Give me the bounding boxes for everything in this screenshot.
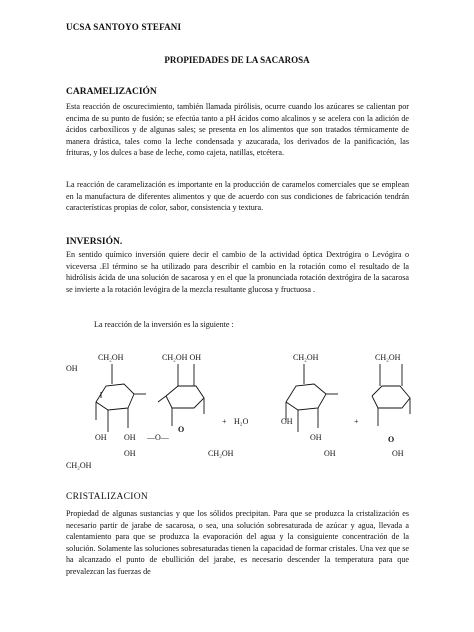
section-heading-inversion: INVERSIÓN. <box>66 237 123 247</box>
paragraph-inversion: En sentido químico inversión quiere decir el cambio de la actividad óptica Dextrógira o Levógira o viceversa .El término se ha utilizado para describir el cambio en la rotación como el resultado de la hidrólisis ácida de una solución de sacarosa y en el que la pronunciada rotación dextrógira de la sacarosa se invierte a la rotación levógira de la mezcla resultante glucosa y fructuosa . <box>66 250 409 294</box>
paragraph-cristalizacion: Propiedad de algunas sustancias y que los sólidos precipitan. Para que se produzca la cristalización es necesario partir de jarabe de sacarosa, o sea, una solución sobresaturada de azúcar y agua, llevada a calentamiento para que se produzca la evaporación del agua y la consiguiente concentración de la solución. Solamente las soluciones sobresaturadas tienen la capacidad de formar cristales. Una vez que se ha alcanzado el punto de ebullición del jarabe, es necesario descender la temperatura para que prevalezcan las fuerzas de <box>66 509 409 576</box>
label-oh-left: OH <box>66 364 78 373</box>
reaction-intro: La reacción de la inversión es la siguiente : <box>94 320 234 329</box>
fructose-ring-1 <box>158 364 204 426</box>
plus-sign-1: + <box>222 417 227 426</box>
glucose-ring-2 <box>286 364 338 432</box>
label-ch2oh-bottom-1: CH₂OH <box>208 449 234 458</box>
water-label: H₂O <box>234 417 249 426</box>
glucose-ring-1 <box>96 364 146 432</box>
label-oh-g: OH <box>392 449 404 458</box>
document-title: PROPIEDADES DE LA SACAROSA <box>164 55 310 65</box>
label-ch2oh-oh: CH₂OH OH <box>162 353 202 362</box>
label-oh-f: OH <box>324 449 336 458</box>
paragraph-caramelizacion-2: La reacción de caramelización es importante en la producción de caramelos comerciales que se emplean en la manufactura de diferentes alimentos y que de acuerdo con sus condiciones de fabricación tendrán características propias de color, sabor, consistencia y textura. <box>66 180 409 213</box>
section-heading-caramelizacion: CARAMELIZACIÓN <box>66 87 157 97</box>
label-oh-e: OH <box>124 449 136 458</box>
label-ch2oh-3: CH₂OH <box>293 353 319 362</box>
label-o-2: O <box>388 435 395 444</box>
plus-sign-2: + <box>354 417 359 426</box>
paragraph-caramelizacion-1: Esta reacción de oscurecimiento, también llamada pirólisis, ocurre cuando los azúcares se calientan por encima de su punto de fusión; se efectúa tanto a pH ácidos como alcalinos y se acelera con la adición de ácidos carboxílicos y de algunas sales; se presenta en los alimentos que son tratados térmicamente de manera drástica, tales como la leche condensada y azucarada, los derivados de la panificación, las frituras, y los dulces a base de leche, como cajeta, natillas, etcétera. <box>66 102 409 158</box>
label-oh-d: OH <box>310 433 322 442</box>
author-name: UCSA SANTOYO STEFANI <box>66 22 182 32</box>
label-oh-a: OH <box>95 433 107 442</box>
section-heading-cristalizacion: CRISTALIZACION <box>66 492 149 502</box>
label-o-1: O <box>178 425 185 434</box>
label-o-link: —O— <box>147 433 169 442</box>
label-ch2oh-1: CH₂OH <box>98 353 124 362</box>
label-oh-b: OH <box>124 433 136 442</box>
fructose-ring-2 <box>372 364 410 426</box>
label-oh-c: OH <box>281 417 293 426</box>
label-ch2oh-4: CH₂OH <box>375 353 401 362</box>
label-ch2oh-bottom-2: CH₂OH <box>66 461 92 470</box>
